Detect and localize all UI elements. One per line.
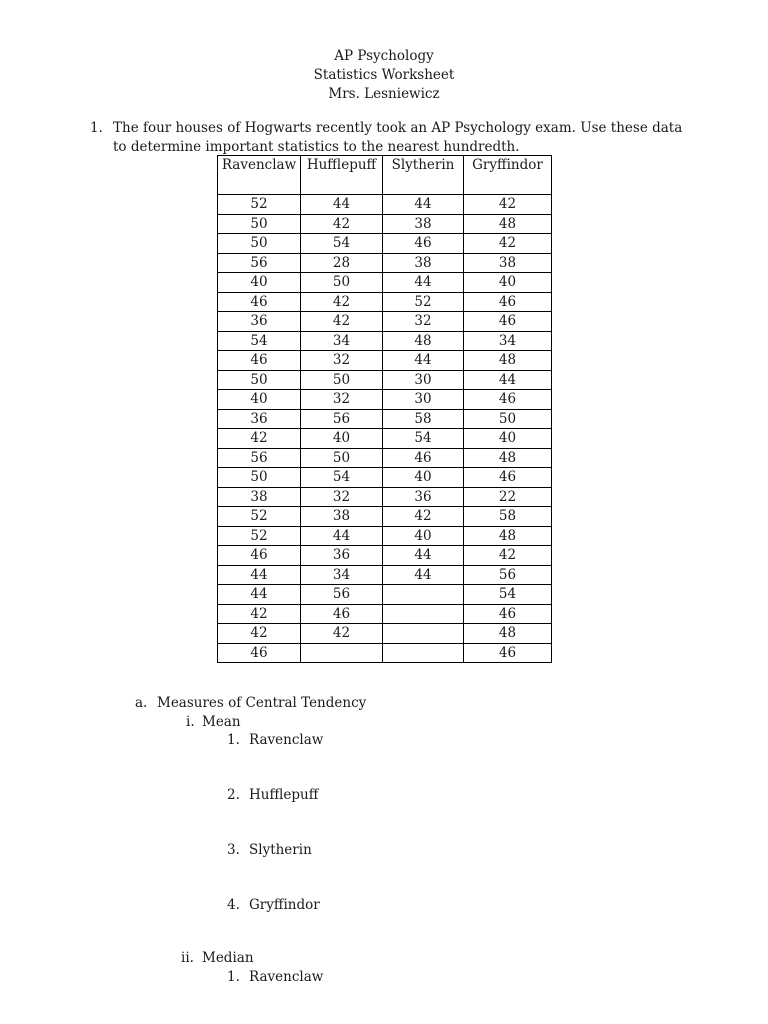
table-row bbox=[218, 214, 552, 234]
score-cell-gryffindor: 46 bbox=[464, 312, 552, 332]
score-cell-gryffindor: 48 bbox=[464, 448, 552, 468]
score-cell-hufflepuff: 34 bbox=[301, 331, 383, 351]
table-row bbox=[218, 585, 552, 605]
teacher-name: Mrs. Lesniewicz bbox=[328, 86, 440, 102]
table-row bbox=[218, 448, 552, 468]
score-cell-hufflepuff: 56 bbox=[301, 585, 383, 605]
score-cell-gryffindor: 50 bbox=[464, 409, 552, 429]
table-header-row bbox=[218, 156, 552, 195]
table-row bbox=[218, 487, 552, 507]
section-a-title: Measures of Central Tendency bbox=[157, 695, 367, 711]
score-cell-ravenclaw: 56 bbox=[218, 253, 301, 273]
score-cell-slytherin: 40 bbox=[383, 526, 464, 546]
table-row bbox=[218, 429, 552, 449]
score-cell-gryffindor: 46 bbox=[464, 390, 552, 410]
score-cell-hufflepuff: 56 bbox=[301, 409, 383, 429]
subsection-ii-label: ii. bbox=[181, 950, 194, 966]
score-cell-ravenclaw: 46 bbox=[218, 546, 301, 566]
worksheet-header bbox=[0, 47, 768, 104]
score-cell-gryffindor: 38 bbox=[464, 253, 552, 273]
mean-item-label: Ravenclaw bbox=[249, 732, 324, 748]
score-cell-slytherin: 32 bbox=[383, 312, 464, 332]
score-cell-slytherin bbox=[383, 624, 464, 644]
score-cell-hufflepuff: 50 bbox=[301, 273, 383, 293]
score-cell-ravenclaw: 36 bbox=[218, 312, 301, 332]
course-title: AP Psychology bbox=[334, 48, 434, 64]
score-cell-gryffindor: 46 bbox=[464, 468, 552, 488]
score-cell-ravenclaw: 50 bbox=[218, 370, 301, 390]
median-item-number: 1. bbox=[227, 969, 240, 985]
score-cell-slytherin: 36 bbox=[383, 487, 464, 507]
score-cell-hufflepuff: 42 bbox=[301, 214, 383, 234]
score-cell-slytherin: 44 bbox=[383, 546, 464, 566]
score-cell-gryffindor: 42 bbox=[464, 195, 552, 215]
score-cell-gryffindor: 34 bbox=[464, 331, 552, 351]
score-cell-ravenclaw: 40 bbox=[218, 273, 301, 293]
table-row bbox=[218, 390, 552, 410]
score-cell-ravenclaw: 46 bbox=[218, 351, 301, 371]
score-cell-gryffindor: 42 bbox=[464, 546, 552, 566]
score-cell-slytherin: 44 bbox=[383, 565, 464, 585]
score-cell-ravenclaw: 50 bbox=[218, 214, 301, 234]
mean-item-number: 1. bbox=[227, 732, 240, 748]
table-row bbox=[218, 604, 552, 624]
score-cell-ravenclaw: 52 bbox=[218, 195, 301, 215]
mean-item-label: Gryffindor bbox=[249, 897, 320, 913]
score-cell-ravenclaw: 40 bbox=[218, 390, 301, 410]
score-cell-ravenclaw: 56 bbox=[218, 448, 301, 468]
score-cell-hufflepuff: 50 bbox=[301, 448, 383, 468]
table-row bbox=[218, 409, 552, 429]
score-cell-gryffindor: 40 bbox=[464, 429, 552, 449]
mean-item-label: Hufflepuff bbox=[249, 787, 319, 803]
score-cell-hufflepuff: 46 bbox=[301, 604, 383, 624]
table-row bbox=[218, 195, 552, 215]
score-cell-hufflepuff: 42 bbox=[301, 624, 383, 644]
table-row bbox=[218, 312, 552, 332]
score-cell-slytherin: 48 bbox=[383, 331, 464, 351]
table-row bbox=[218, 468, 552, 488]
score-cell-slytherin bbox=[383, 643, 464, 663]
score-cell-gryffindor: 48 bbox=[464, 351, 552, 371]
table-row bbox=[218, 507, 552, 527]
score-cell-slytherin: 44 bbox=[383, 273, 464, 293]
subsection-ii-title: Median bbox=[202, 950, 254, 966]
table-row bbox=[218, 546, 552, 566]
column-header-slytherin: Slytherin bbox=[383, 156, 464, 195]
score-cell-hufflepuff: 50 bbox=[301, 370, 383, 390]
table-row bbox=[218, 273, 552, 293]
score-cell-ravenclaw: 52 bbox=[218, 507, 301, 527]
score-cell-gryffindor: 22 bbox=[464, 487, 552, 507]
score-cell-slytherin: 52 bbox=[383, 292, 464, 312]
question-number: 1. bbox=[90, 120, 103, 136]
score-cell-ravenclaw: 54 bbox=[218, 331, 301, 351]
score-cell-hufflepuff: 40 bbox=[301, 429, 383, 449]
score-cell-gryffindor: 48 bbox=[464, 214, 552, 234]
score-cell-gryffindor: 48 bbox=[464, 624, 552, 644]
score-cell-hufflepuff: 28 bbox=[301, 253, 383, 273]
table-row bbox=[218, 234, 552, 254]
score-cell-slytherin: 46 bbox=[383, 234, 464, 254]
mean-item-number: 2. bbox=[227, 787, 240, 803]
score-cell-gryffindor: 46 bbox=[464, 292, 552, 312]
score-cell-slytherin: 30 bbox=[383, 370, 464, 390]
score-cell-slytherin: 38 bbox=[383, 253, 464, 273]
score-cell-hufflepuff: 34 bbox=[301, 565, 383, 585]
score-cell-ravenclaw: 42 bbox=[218, 624, 301, 644]
column-header-gryffindor: Gryffindor bbox=[464, 156, 552, 195]
score-cell-hufflepuff: 54 bbox=[301, 468, 383, 488]
column-header-hufflepuff: Hufflepuff bbox=[301, 156, 383, 195]
score-cell-slytherin: 46 bbox=[383, 448, 464, 468]
score-cell-ravenclaw: 50 bbox=[218, 234, 301, 254]
score-cell-hufflepuff: 44 bbox=[301, 195, 383, 215]
score-cell-hufflepuff: 44 bbox=[301, 526, 383, 546]
table-row bbox=[218, 526, 552, 546]
table-row bbox=[218, 624, 552, 644]
table-row bbox=[218, 292, 552, 312]
table-row bbox=[218, 643, 552, 663]
score-cell-gryffindor: 46 bbox=[464, 604, 552, 624]
score-cell-ravenclaw: 46 bbox=[218, 292, 301, 312]
score-cell-gryffindor: 56 bbox=[464, 565, 552, 585]
score-cell-gryffindor: 42 bbox=[464, 234, 552, 254]
score-cell-ravenclaw: 44 bbox=[218, 585, 301, 605]
mean-item-label: Slytherin bbox=[249, 842, 312, 858]
score-cell-slytherin: 58 bbox=[383, 409, 464, 429]
score-cell-slytherin: 38 bbox=[383, 214, 464, 234]
score-cell-hufflepuff: 32 bbox=[301, 487, 383, 507]
score-cell-ravenclaw: 42 bbox=[218, 429, 301, 449]
score-cell-gryffindor: 58 bbox=[464, 507, 552, 527]
score-cell-ravenclaw: 52 bbox=[218, 526, 301, 546]
column-header-ravenclaw: Ravenclaw bbox=[218, 156, 301, 195]
worksheet-title: Statistics Worksheet bbox=[313, 67, 455, 83]
score-cell-ravenclaw: 46 bbox=[218, 643, 301, 663]
house-scores-table bbox=[217, 155, 552, 663]
score-cell-ravenclaw: 42 bbox=[218, 604, 301, 624]
score-cell-gryffindor: 46 bbox=[464, 643, 552, 663]
score-cell-slytherin: 40 bbox=[383, 468, 464, 488]
score-cell-slytherin bbox=[383, 604, 464, 624]
table-row bbox=[218, 370, 552, 390]
score-cell-ravenclaw: 38 bbox=[218, 487, 301, 507]
median-item-label: Ravenclaw bbox=[249, 969, 324, 985]
score-cell-slytherin: 44 bbox=[383, 195, 464, 215]
score-cell-slytherin: 42 bbox=[383, 507, 464, 527]
score-cell-gryffindor: 54 bbox=[464, 585, 552, 605]
score-cell-gryffindor: 48 bbox=[464, 526, 552, 546]
score-cell-ravenclaw: 36 bbox=[218, 409, 301, 429]
score-cell-slytherin: 30 bbox=[383, 390, 464, 410]
score-cell-hufflepuff: 54 bbox=[301, 234, 383, 254]
score-cell-slytherin: 54 bbox=[383, 429, 464, 449]
subsection-i-label: i. bbox=[186, 714, 195, 730]
table-row bbox=[218, 351, 552, 371]
score-cell-gryffindor: 44 bbox=[464, 370, 552, 390]
score-cell-hufflepuff: 42 bbox=[301, 292, 383, 312]
mean-item-number: 4. bbox=[227, 897, 240, 913]
score-cell-hufflepuff: 32 bbox=[301, 351, 383, 371]
score-cell-hufflepuff: 36 bbox=[301, 546, 383, 566]
table-body bbox=[218, 195, 552, 663]
score-cell-hufflepuff bbox=[301, 643, 383, 663]
score-cell-slytherin: 44 bbox=[383, 351, 464, 371]
score-cell-gryffindor: 40 bbox=[464, 273, 552, 293]
section-a-label: a. bbox=[135, 695, 148, 711]
subsection-i-title: Mean bbox=[202, 714, 241, 730]
score-cell-hufflepuff: 38 bbox=[301, 507, 383, 527]
score-cell-hufflepuff: 42 bbox=[301, 312, 383, 332]
score-cell-slytherin bbox=[383, 585, 464, 605]
question-text: The four houses of Hogwarts recently took an AP Psychology exam. Use these data to determine important statistics to the nearest hundredth. bbox=[113, 120, 683, 155]
table-row bbox=[218, 331, 552, 351]
table-row bbox=[218, 565, 552, 585]
score-cell-ravenclaw: 44 bbox=[218, 565, 301, 585]
score-cell-hufflepuff: 32 bbox=[301, 390, 383, 410]
table-row bbox=[218, 253, 552, 273]
score-cell-ravenclaw: 50 bbox=[218, 468, 301, 488]
mean-item-number: 3. bbox=[227, 842, 240, 858]
